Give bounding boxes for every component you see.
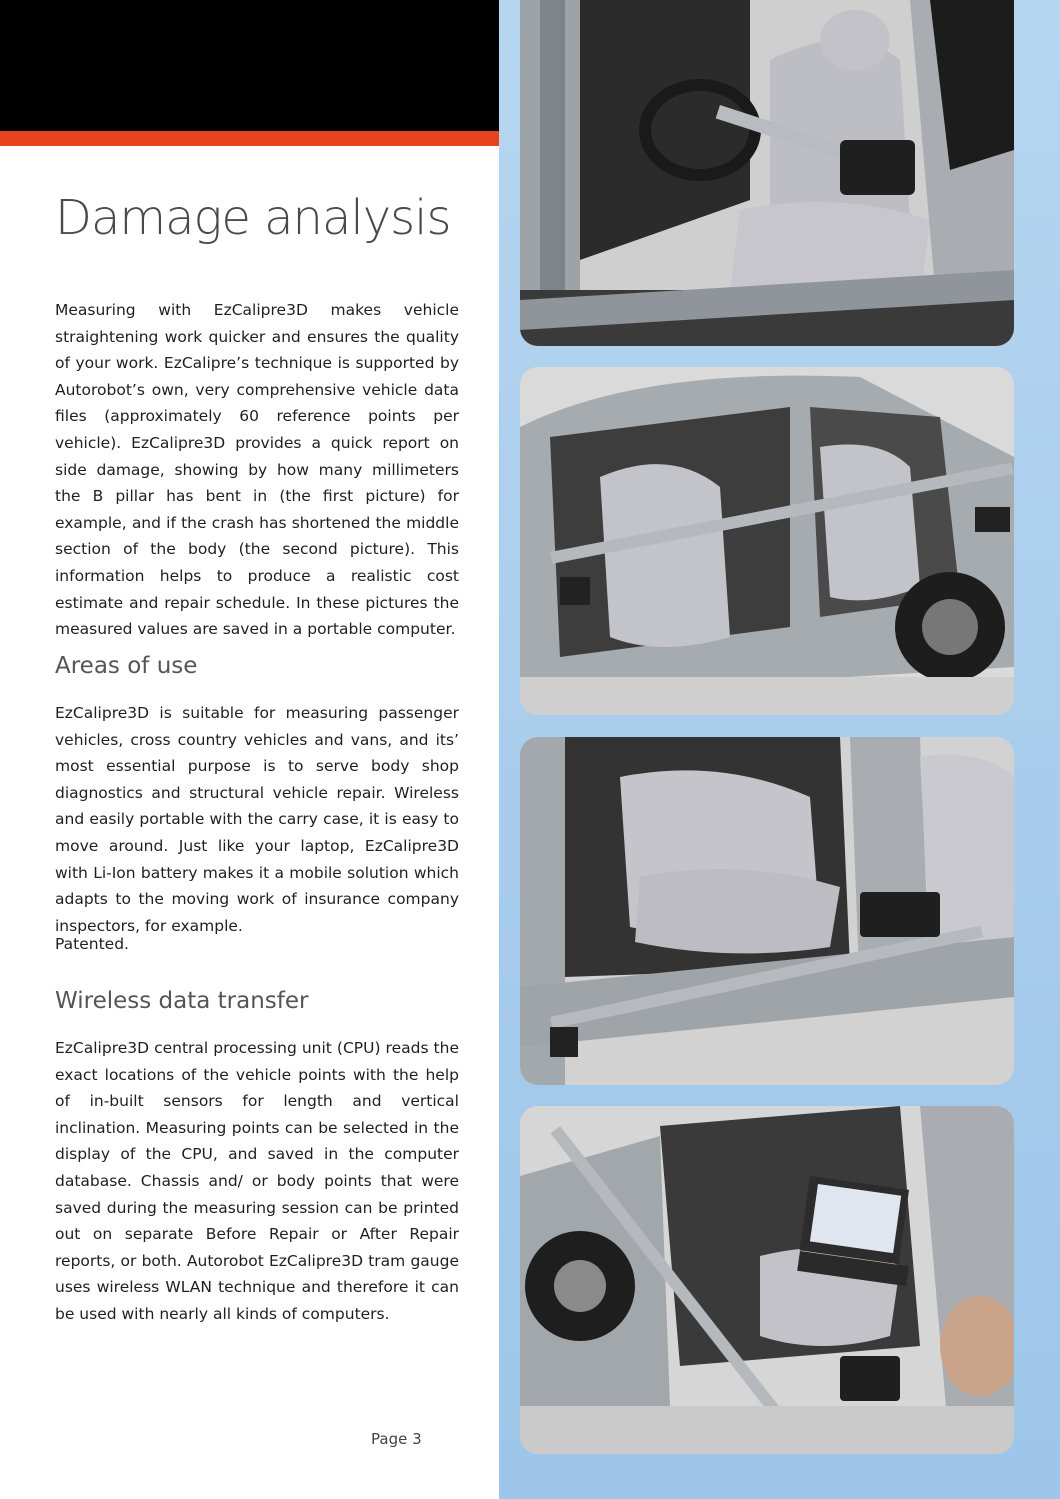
areas-of-use-paragraph: EzCalipre3D is suitable for measuring passenger vehicles, cross country vehicles and vans, and its’ most essential purpose is to serve body shop diagnostics and structural vehicle repair. Wireless and easily portable with the carry case, it is easy to move around. Just like your laptop, EzCalipre3D with Li-Ion battery makes it a mobile solution which adapts to the moving work of insurance company inspectors, for example. (55, 704, 459, 935)
areas-of-use-heading: Areas of use (55, 653, 198, 679)
photo-door-sill-measurement (520, 737, 1014, 1085)
text-column (0, 0, 499, 1499)
wireless-paragraph: EzCalipre3D central processing unit (CPU) reads the exact locations of the vehicle points with the help of in-built sensors for length and vertical inclination. Measuring points can be selected in the display of the CPU, and saved in the computer database. Chassis and/ or body points that were saved during the measuring session can be printed out on separate Before Repair or After Repair reports, or both. Autorobot EzCalipre3D tram gauge uses wireless WLAN technique and therefore it can be used with nearly all kinds of computers. (55, 1039, 459, 1323)
page-title: Damage analysis (55, 190, 451, 246)
photo-laptop-measurement (520, 1106, 1014, 1454)
patented-note: Patented. (55, 935, 129, 953)
page-number: Page 3 (371, 1430, 422, 1448)
header-black-band (0, 0, 499, 131)
photo-driver-seat-measurement (520, 0, 1014, 346)
wireless-heading: Wireless data transfer (55, 988, 309, 1014)
header-orange-stripe (0, 131, 499, 146)
photo-car-side-measurement (520, 367, 1014, 715)
intro-paragraph: Measuring with EzCalipre3D makes vehicle straightening work quicker and ensures the quality of your work. EzCalipre’s technique is supported by Autorobot’s own, very comprehensive vehicle data files (approximately 60 reference points per vehicle). EzCalipre3D provides a quick report on side damage, showing by how many millimeters the B pillar has bent in (the first picture) for example, and if the crash has shortened the middle section of the body (the second picture). This information helps to produce a realistic cost estimate and repair schedule. In these pictures the measured values are saved in a portable computer. (55, 301, 459, 639)
